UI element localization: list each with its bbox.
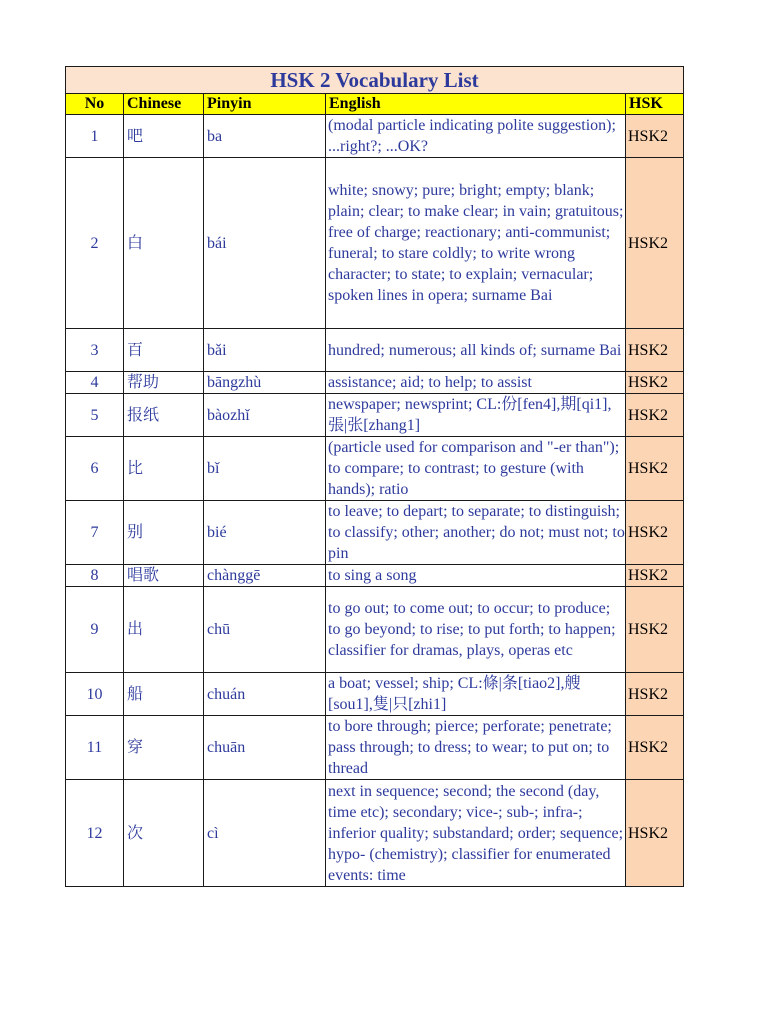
vocabulary-sheet: [65, 66, 683, 887]
header-english: English: [326, 94, 626, 115]
row-number: 3: [66, 329, 124, 372]
header-pinyin: Pinyin: [204, 94, 326, 115]
english-cell: a boat; vessel; ship; CL:條|条[tiao2],艘[sou1],隻|只[zhi1]: [326, 673, 626, 716]
chinese-cell: 穿: [124, 716, 204, 780]
pinyin-cell: ba: [204, 115, 326, 158]
pinyin-cell: bǐ: [204, 437, 326, 501]
pinyin-cell: bāngzhù: [204, 372, 326, 394]
row-number: 4: [66, 372, 124, 394]
english-cell: to sing a song: [326, 565, 626, 587]
hsk-level-cell: HSK2: [626, 587, 684, 673]
table-row: [66, 780, 684, 887]
table-row: [66, 158, 684, 329]
row-number: 6: [66, 437, 124, 501]
hsk-level-cell: HSK2: [626, 115, 684, 158]
row-number: 9: [66, 587, 124, 673]
table-row: [66, 716, 684, 780]
header-row: [66, 94, 684, 115]
hsk-level-cell: HSK2: [626, 394, 684, 437]
chinese-cell: 次: [124, 780, 204, 887]
chinese-cell: 船: [124, 673, 204, 716]
pinyin-cell: chuán: [204, 673, 326, 716]
table-row: [66, 329, 684, 372]
table-row: [66, 372, 684, 394]
english-cell: next in sequence; second; the second (day, time etc); secondary; vice-; sub-; infra-; inferior quality; substandard; order; sequence; hypo- (chemistry); classifier for enumerated events: time: [326, 780, 626, 887]
pinyin-cell: bàozhǐ: [204, 394, 326, 437]
english-cell: to go out; to come out; to occur; to produce; to go beyond; to rise; to put forth; to happen; classifier for dramas, plays, operas etc: [326, 587, 626, 673]
header-hsk: HSK: [626, 94, 684, 115]
hsk-level-cell: HSK2: [626, 673, 684, 716]
english-cell: to bore through; pierce; perforate; penetrate; pass through; to dress; to wear; to put on; to thread: [326, 716, 626, 780]
english-cell: white; snowy; pure; bright; empty; blank; plain; clear; to make clear; in vain; gratuitous; free of charge; reactionary; anti-communist; funeral; to stare coldly; to write wrong character; to state; to explain; vernacular; spoken lines in opera; surname Bai: [326, 158, 626, 329]
pinyin-cell: bǎi: [204, 329, 326, 372]
table-row: [66, 115, 684, 158]
chinese-cell: 出: [124, 587, 204, 673]
header-no: No: [66, 94, 124, 115]
english-cell: to leave; to depart; to separate; to distinguish; to classify; other; another; do not; must not; to pin: [326, 501, 626, 565]
table-row: [66, 673, 684, 716]
header-chinese: Chinese: [124, 94, 204, 115]
english-cell: (modal particle indicating polite suggestion); ...right?; ...OK?: [326, 115, 626, 158]
hsk-level-cell: HSK2: [626, 158, 684, 329]
row-number: 10: [66, 673, 124, 716]
hsk-level-cell: HSK2: [626, 372, 684, 394]
hsk-level-cell: HSK2: [626, 565, 684, 587]
vocabulary-table: [65, 66, 684, 887]
pinyin-cell: cì: [204, 780, 326, 887]
english-cell: newspaper; newsprint; CL:份[fen4],期[qi1],張|张[zhang1]: [326, 394, 626, 437]
chinese-cell: 比: [124, 437, 204, 501]
pinyin-cell: chànggē: [204, 565, 326, 587]
pinyin-cell: chū: [204, 587, 326, 673]
table-row: [66, 565, 684, 587]
chinese-cell: 百: [124, 329, 204, 372]
pinyin-cell: bái: [204, 158, 326, 329]
hsk-level-cell: HSK2: [626, 501, 684, 565]
hsk-level-cell: HSK2: [626, 716, 684, 780]
chinese-cell: 唱歌: [124, 565, 204, 587]
row-number: 7: [66, 501, 124, 565]
row-number: 2: [66, 158, 124, 329]
english-cell: (particle used for comparison and "-er than"); to compare; to contrast; to gesture (with hands); ratio: [326, 437, 626, 501]
row-number: 12: [66, 780, 124, 887]
hsk-level-cell: HSK2: [626, 780, 684, 887]
row-number: 5: [66, 394, 124, 437]
pinyin-cell: bié: [204, 501, 326, 565]
table-row: [66, 587, 684, 673]
table-row: [66, 394, 684, 437]
row-number: 11: [66, 716, 124, 780]
chinese-cell: 报纸: [124, 394, 204, 437]
chinese-cell: 白: [124, 158, 204, 329]
pinyin-cell: chuān: [204, 716, 326, 780]
chinese-cell: 吧: [124, 115, 204, 158]
table-row: [66, 501, 684, 565]
english-cell: hundred; numerous; all kinds of; surname Bai: [326, 329, 626, 372]
row-number: 1: [66, 115, 124, 158]
chinese-cell: 别: [124, 501, 204, 565]
hsk-level-cell: HSK2: [626, 437, 684, 501]
english-cell: assistance; aid; to help; to assist: [326, 372, 626, 394]
hsk-level-cell: HSK2: [626, 329, 684, 372]
page-title: HSK 2 Vocabulary List: [66, 67, 684, 94]
chinese-cell: 帮助: [124, 372, 204, 394]
row-number: 8: [66, 565, 124, 587]
table-row: [66, 437, 684, 501]
